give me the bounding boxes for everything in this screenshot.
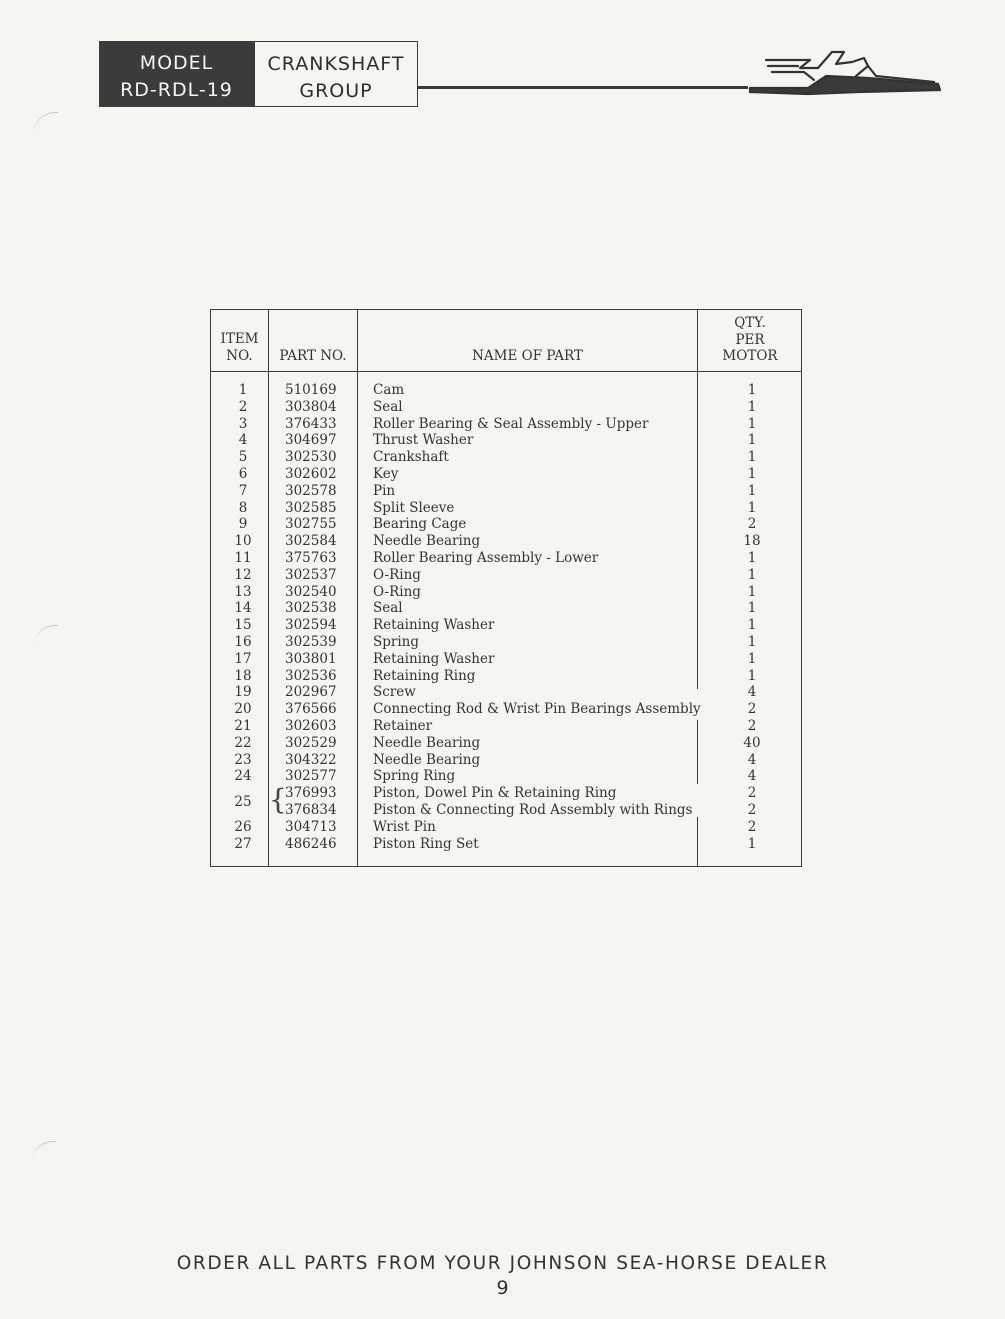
name-of-part-header: NAME OF PART: [472, 348, 583, 364]
johnson-seahorse-logo-icon: [748, 44, 944, 98]
qty-cell: 1: [747, 432, 757, 449]
part-name-cell: Roller Bearing Assembly - Lower: [373, 550, 599, 566]
part-name-cell: Thrust Washer: [373, 432, 474, 449]
part-no-cell: 376834: [285, 802, 337, 818]
item-no-cell: 21: [234, 718, 252, 734]
table-row: [211, 735, 801, 752]
item-no-cell: 22: [234, 734, 252, 751]
qty-cell: 1: [747, 600, 757, 617]
margin-mark: [34, 112, 58, 133]
table-row: [211, 500, 801, 517]
part-no-cell: 302603: [285, 718, 337, 734]
part-no-cell: 302538: [285, 600, 337, 617]
table-row: [211, 550, 801, 567]
item-no-cell: 7: [238, 482, 248, 499]
item-no-cell: 17: [234, 650, 252, 667]
part-name-cell: O-Ring: [373, 566, 421, 583]
item-no-cell: 8: [238, 499, 248, 516]
part-no-cell: 302529: [285, 734, 337, 751]
item-no-cell: 10: [234, 533, 252, 550]
item-no-cell: 27: [234, 835, 252, 852]
part-no-cell: 302530: [285, 449, 337, 466]
part-name-cell: Seal: [373, 398, 403, 415]
qty-cell: 4: [747, 751, 757, 768]
header-rule: [418, 86, 748, 89]
item-no-cell: 4: [238, 432, 248, 449]
part-name-cell: Key: [373, 466, 399, 482]
model-label-box: [99, 41, 254, 107]
item-no-cell: 2: [238, 398, 248, 415]
margin-mark: [32, 1141, 56, 1162]
part-name-cell: Cam: [373, 382, 405, 398]
part-name-cell: Retaining Washer: [373, 650, 495, 667]
model-title: MODEL: [139, 52, 214, 74]
margin-mark: [34, 625, 58, 646]
item-no-cell: 14: [234, 600, 252, 617]
item-no-cell: 23: [234, 751, 252, 768]
table-row: [211, 516, 801, 533]
part-no-cell: 302602: [285, 466, 337, 482]
table-row: [211, 651, 801, 668]
item-no-header: ITEM NO.: [220, 331, 259, 364]
part-name-cell: Split Sleeve: [373, 499, 455, 516]
part-no-cell: 376566: [285, 701, 337, 718]
item-no-cell: 13: [234, 583, 252, 600]
qty-cell: 2: [747, 802, 757, 818]
qty-cell: 2: [747, 818, 757, 835]
qty-cell: 1: [747, 566, 757, 583]
table-row: [211, 483, 801, 500]
part-no-cell: 375763: [285, 550, 337, 566]
item-group-brace: {: [269, 783, 287, 817]
part-no-header: PART NO.: [279, 348, 347, 364]
part-name-cell: Seal: [373, 600, 403, 617]
part-name-cell: Piston Ring Set: [373, 835, 479, 852]
parts-table: [210, 309, 802, 867]
item-no-cell: 26: [234, 818, 252, 835]
part-no-cell: 303804: [285, 398, 337, 415]
group-subtitle: GROUP: [299, 80, 373, 102]
part-name-cell: Spring: [373, 634, 419, 650]
part-no-cell: 376993: [285, 785, 337, 802]
table-row: [211, 533, 801, 550]
qty-cell: 2: [747, 718, 757, 734]
part-name-cell: Pin: [373, 482, 396, 499]
item-no-cell: 25: [234, 793, 252, 810]
qty-cell: 1: [747, 835, 757, 852]
item-no-cell: 11: [234, 550, 252, 566]
qty-cell: 2: [747, 785, 757, 802]
table-row: [211, 416, 801, 433]
qty-per-motor-header: QTY. PER MOTOR: [722, 315, 778, 364]
table-row: [211, 600, 801, 617]
part-name-cell: Needle Bearing: [373, 533, 481, 550]
part-no-cell: 302755: [285, 516, 337, 533]
part-no-cell: 302577: [285, 768, 337, 785]
qty-cell: 4: [747, 768, 757, 785]
table-row: [211, 701, 801, 718]
item-no-cell: 16: [234, 634, 252, 650]
qty-cell: 1: [747, 650, 757, 667]
part-name-cell: Wrist Pin: [373, 818, 436, 835]
table-row: [211, 449, 801, 466]
part-no-cell: 303801: [285, 650, 337, 667]
item-no-cell: 19: [234, 684, 252, 701]
table-row: [211, 584, 801, 601]
item-no-cell: 6: [238, 466, 248, 482]
part-name-cell: Needle Bearing: [373, 751, 481, 768]
qty-cell: 1: [747, 583, 757, 600]
part-no-cell: 202967: [285, 684, 337, 701]
part-no-cell: 302578: [285, 482, 337, 499]
table-row: [211, 634, 801, 651]
table-row: [211, 718, 801, 735]
qty-cell: 1: [747, 667, 757, 684]
table-row: [211, 432, 801, 449]
page-number: 9: [496, 1277, 509, 1299]
item-no-cell: 9: [238, 516, 248, 533]
part-name-cell: Retaining Ring: [373, 667, 476, 684]
qty-cell: 1: [747, 634, 757, 650]
qty-cell: 1: [747, 415, 757, 432]
item-no-cell: 18: [234, 667, 252, 684]
order-notice: ORDER ALL PARTS FROM YOUR JOHNSON SEA-HORSE DEALER: [176, 1253, 829, 1274]
part-name-cell: Retaining Washer: [373, 617, 495, 634]
part-name-cell: Retainer: [373, 718, 433, 734]
qty-cell: 4: [747, 684, 757, 701]
table-row: [211, 684, 801, 701]
part-no-cell: 376433: [285, 415, 337, 432]
item-no-cell: 5: [238, 449, 248, 466]
table-row: [211, 466, 801, 483]
part-name-cell: Bearing Cage: [373, 516, 467, 533]
qty-cell: 1: [747, 382, 757, 398]
table-row: [211, 567, 801, 584]
group-title: CRANKSHAFT: [267, 53, 405, 75]
part-no-cell: 302594: [285, 617, 337, 634]
table-row: [211, 768, 801, 785]
table-row: [211, 617, 801, 634]
table-row: [211, 819, 801, 836]
item-no-cell: 15: [234, 617, 252, 634]
table-row: [211, 802, 801, 819]
part-name-cell: Connecting Rod & Wrist Pin Bearings Assembly: [373, 701, 701, 718]
part-no-cell: 510169: [285, 382, 337, 398]
part-no-cell: 302584: [285, 533, 337, 550]
item-no-cell: 1: [238, 382, 248, 398]
qty-cell: 2: [747, 516, 757, 533]
qty-cell: 40: [743, 734, 761, 751]
table-row: [211, 836, 801, 853]
part-name-cell: Piston & Connecting Rod Assembly with Rings: [373, 802, 693, 818]
part-name-cell: Roller Bearing & Seal Assembly - Upper: [373, 415, 649, 432]
part-name-cell: Crankshaft: [373, 449, 449, 466]
item-no-cell: 3: [238, 415, 248, 432]
item-no-cell: 20: [234, 701, 252, 718]
qty-cell: 1: [747, 449, 757, 466]
part-no-cell: 302539: [285, 634, 337, 650]
qty-cell: 2: [747, 701, 757, 718]
part-no-cell: 302585: [285, 499, 337, 516]
table-row: [211, 668, 801, 685]
part-no-cell: 302537: [285, 566, 337, 583]
part-name-cell: Needle Bearing: [373, 734, 481, 751]
part-no-cell: 304322: [285, 751, 337, 768]
qty-cell: 1: [747, 398, 757, 415]
part-no-cell: 302536: [285, 667, 337, 684]
model-number: RD-RDL-19: [120, 79, 233, 101]
part-no-cell: 302540: [285, 583, 337, 600]
part-name-cell: Screw: [373, 684, 416, 701]
table-row: [211, 399, 801, 416]
part-no-cell: 304697: [285, 432, 337, 449]
part-no-cell: 304713: [285, 818, 337, 835]
item-no-cell: 24: [234, 768, 252, 785]
table-row: [211, 382, 801, 399]
header-divider: [211, 371, 801, 372]
part-name-cell: Spring Ring: [373, 768, 456, 785]
part-name-cell: O-Ring: [373, 583, 421, 600]
item-no-cell: 12: [234, 566, 252, 583]
qty-cell: 1: [747, 550, 757, 566]
part-name-cell: Piston, Dowel Pin & Retaining Ring: [373, 785, 617, 802]
part-no-cell: 486246: [285, 835, 337, 852]
qty-cell: 1: [747, 617, 757, 634]
qty-cell: 18: [743, 533, 761, 550]
qty-cell: 1: [747, 482, 757, 499]
table-row: [211, 752, 801, 769]
group-label-box: [254, 41, 418, 107]
qty-cell: 1: [747, 466, 757, 482]
qty-cell: 1: [747, 499, 757, 516]
